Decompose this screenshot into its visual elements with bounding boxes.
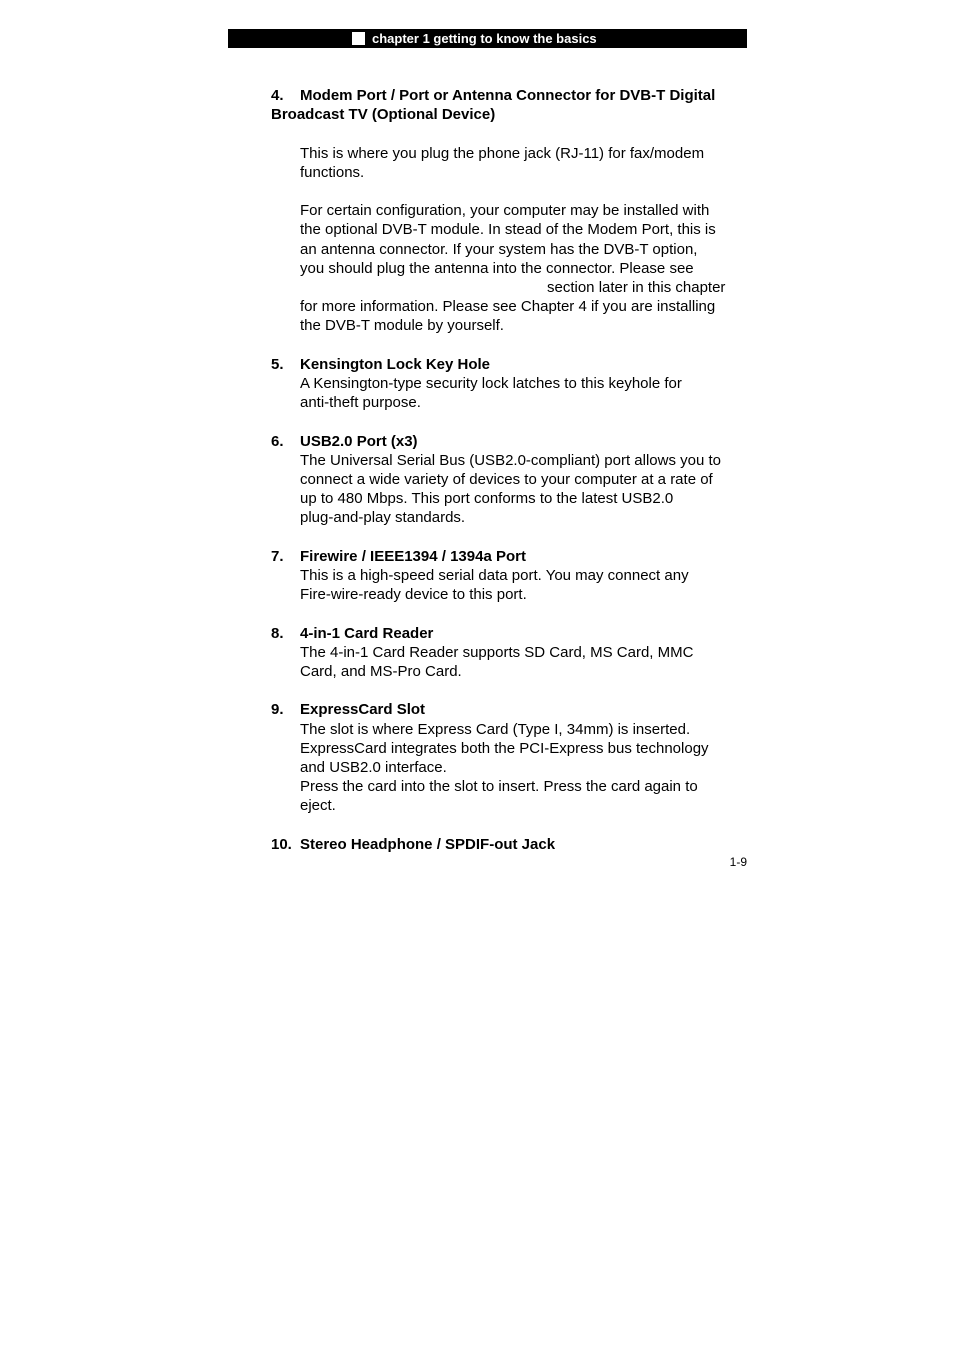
text-line: eject. <box>300 797 336 815</box>
text-line: Fire-wire-ready device to this port. <box>300 586 527 604</box>
list-item-expresscard-slot <box>271 700 749 719</box>
text-line: up to 480 Mbps. This port conforms to the latest USB2.0 <box>300 490 674 508</box>
text-line: connect a wide variety of devices to your computer at a rate of <box>300 471 713 488</box>
text-line: an antenna connector. If your system has the DVB-T option, <box>300 240 698 258</box>
text-line: the optional DVB-T module. In stead of the Modem Port, this is <box>300 221 716 239</box>
text-line: and USB2.0 interface. <box>300 759 447 776</box>
item-description <box>300 374 749 412</box>
chapter-header-bar <box>228 29 747 48</box>
list-item-card-reader <box>271 624 749 643</box>
item-description <box>300 566 749 604</box>
page-number: 1-9 <box>729 855 747 869</box>
text-line: anti-theft purpose. <box>300 394 421 412</box>
text-line: For certain configuration, your computer may be installed with <box>300 202 710 220</box>
header-square-icon <box>352 32 365 45</box>
text-line: ExpressCard integrates both the PCI-Express bus technology <box>300 739 709 757</box>
item-number: 6. <box>271 432 284 450</box>
text-line: Press the card into the slot to insert. Press the card again to <box>300 778 698 796</box>
text-line: Card, and MS-Pro Card. <box>300 663 462 680</box>
list-item-kensington-lock <box>271 355 749 374</box>
item-title: USB2.0 Port (x3) <box>300 432 418 450</box>
item-number: 5. <box>271 355 284 373</box>
chapter-title: chapter 1 getting to know the basics <box>372 31 597 46</box>
item-title: Stereo Headphone / SPDIF-out Jack <box>300 835 556 853</box>
item-number: 10. <box>271 835 292 853</box>
section-4-paragraph-1 <box>300 144 749 182</box>
text-line: the DVB-T module by yourself. <box>300 317 504 335</box>
section-4-title-line-1: Modem Port / Port or Antenna Connector for DVB-T Digital <box>300 87 716 104</box>
item-number: 9. <box>271 701 284 719</box>
section-4-number: 4. <box>271 87 284 104</box>
section-4-title-line-2: Broadcast TV (Optional Device) <box>271 106 496 124</box>
list-item-firewire-port <box>271 547 749 566</box>
item-description <box>300 451 749 528</box>
section-4-heading <box>271 86 745 124</box>
item-title: ExpressCard Slot <box>300 701 426 719</box>
item-description <box>300 720 749 816</box>
item-title: Kensington Lock Key Hole <box>300 355 491 373</box>
text-line: This is where you plug the phone jack (RJ-11) for fax/modem <box>300 144 705 162</box>
text-line: The Universal Serial Bus (USB2.0-compliant) port allows you to <box>300 451 722 469</box>
list-item-headphone-jack <box>271 835 749 854</box>
item-title: Firewire / IEEE1394 / 1394a Port <box>300 547 526 565</box>
item-description <box>300 643 749 681</box>
text-line: you should plug the antenna into the connector. Please see <box>300 259 694 277</box>
text-line: section later in this chapter <box>547 279 726 296</box>
text-line: This is a high-speed serial data port. You may connect any <box>300 567 689 584</box>
text-line: The slot is where Express Card (Type I, 34mm) is inserted. <box>300 720 691 738</box>
item-number: 8. <box>271 624 284 642</box>
item-number: 7. <box>271 547 284 565</box>
list-item-usb-port <box>271 432 749 451</box>
page-content <box>271 86 749 854</box>
section-4-paragraph-2 <box>300 201 749 335</box>
text-line: functions. <box>300 163 365 181</box>
text-line: plug-and-play standards. <box>300 509 466 527</box>
text-line: A Kensington-type security lock latches to this keyhole for <box>300 375 682 392</box>
text-line: for more information. Please see Chapter 4 if you are installing <box>300 298 716 316</box>
text-line: The 4-in-1 Card Reader supports SD Card, MS Card, MMC <box>300 643 694 661</box>
item-title: 4-in-1 Card Reader <box>300 624 434 642</box>
